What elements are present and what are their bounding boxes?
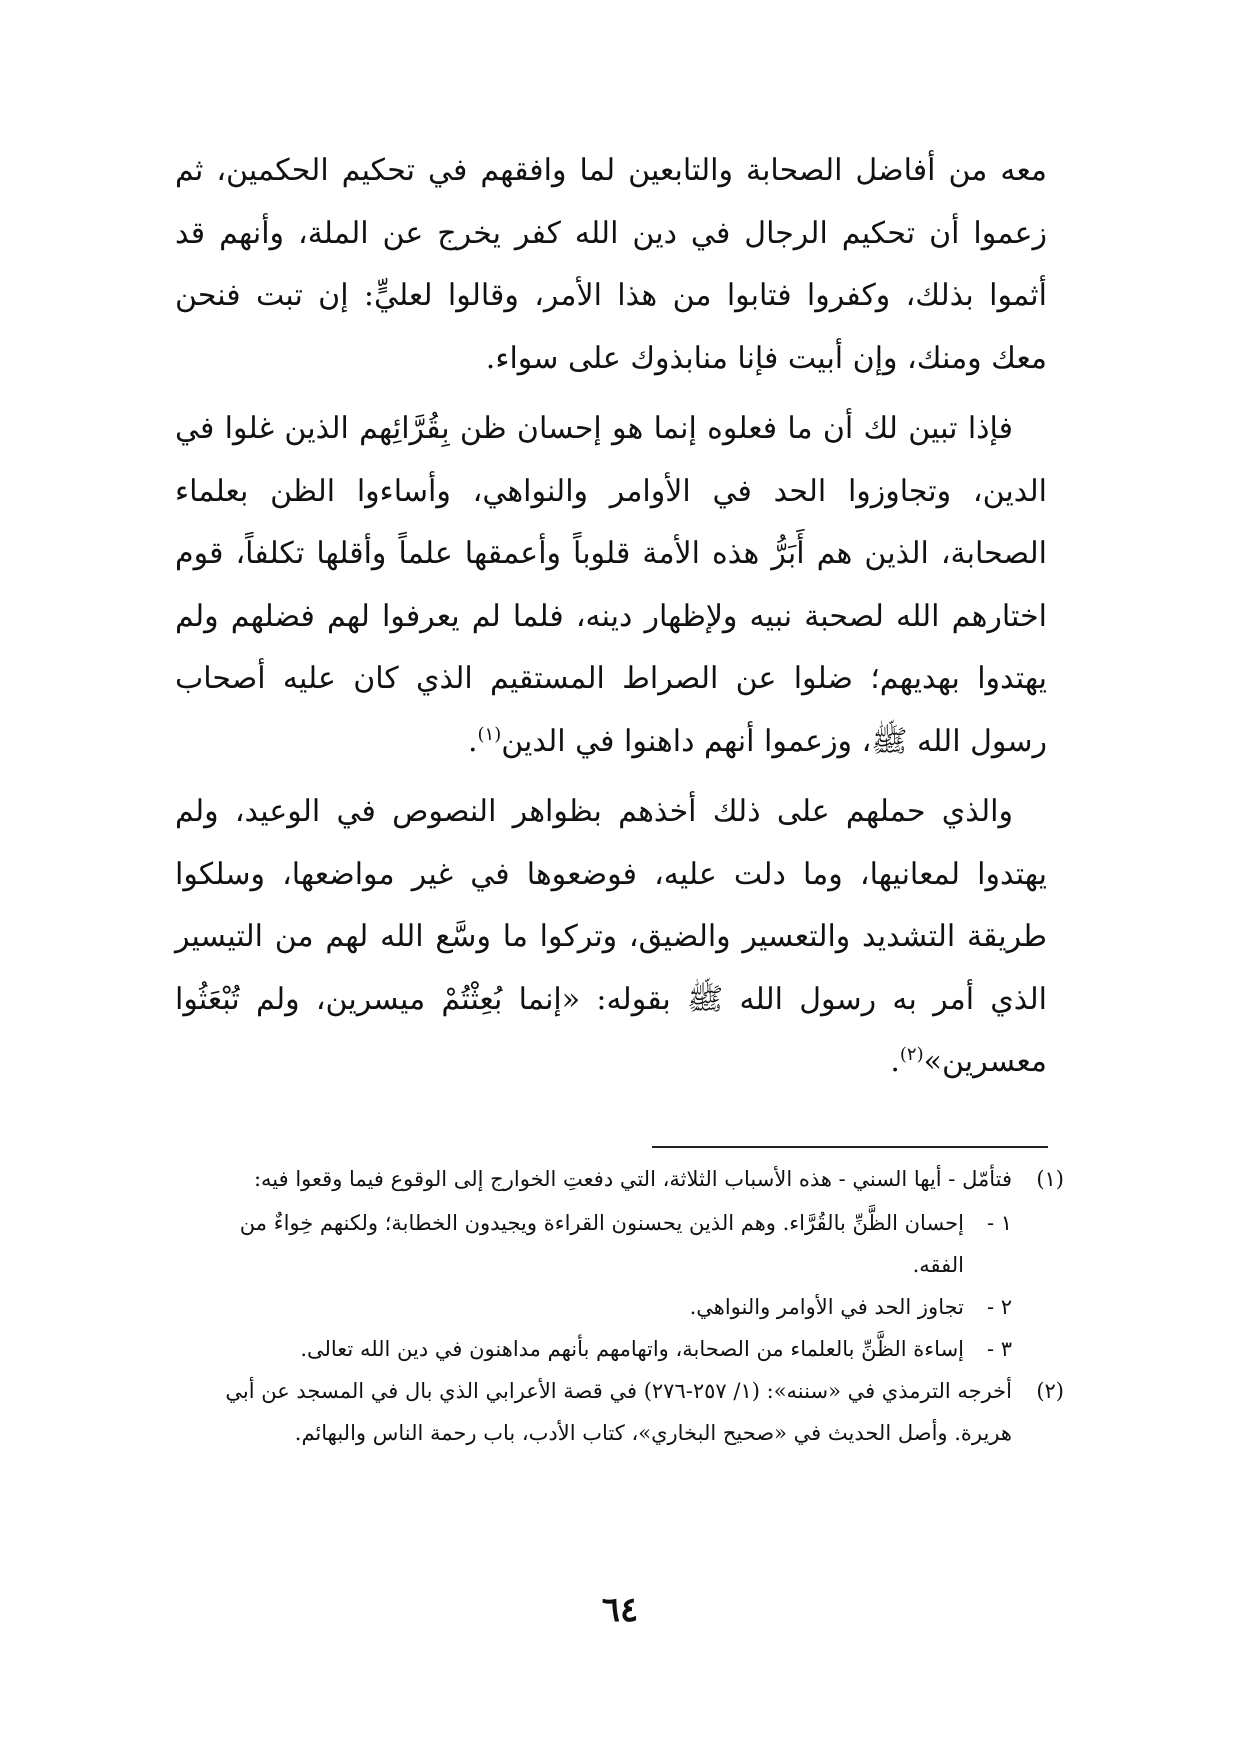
footnote-1-item-1-number: ١ - xyxy=(986,1211,1012,1235)
main-text xyxy=(175,140,1047,1094)
paragraph-1 xyxy=(175,140,1047,390)
footnote-2 xyxy=(192,1370,1064,1454)
paragraph-1-text: معه من أفاضل الصحابة والتابعين لما وافقهم في تحكيم الحكمين، ثم زعموا أن تحكيم الرجال في دين الله كفر يخرج عن الملة، وأنهم قد أثموا بذلك، وكفروا فتابوا من هذا الأمر، وقالوا لعليٍّ: إن تبت فنحن معك ومنك، وإن أبيت فإنا منابذوك على سواء. xyxy=(175,153,1047,376)
paragraph-2: فإذا تبين لك أن ما فعلوه إنما هو إحسان ظن بِقُرَّائِهم الذين غلوا في الدين، وتجاوزوا الحد في الأوامر والنواهي، وأساءوا الظن بعلماء الصحابة، الذين هم أَبَرُّ هذه الأمة قلوباً وأعمقها علماً وأقلها تكلفاً، قوم اختارهم الله لصحبة نبيه ولإظهار دينه، فلما لم يعرفوا لهم فضلهم ولم يهتدوا بهديهم؛ ضلوا عن الصراط المستقيم الذي كان عليه أصحاب رسول الله ﷺ، وزعموا أنهم داهنوا في الدين$^{(١)}$. xyxy=(175,411,1047,759)
footnote-1-item-2 xyxy=(192,1286,1012,1328)
footnote-1-number: (١) xyxy=(1036,1167,1064,1191)
footnote-1-item-2-number: ٢ - xyxy=(986,1295,1012,1319)
footnote-1-item-1 xyxy=(192,1202,1012,1286)
footnote-1-item-3-text: إساءة الظَّنِّ بالعلماء من الصحابة، واتهامهم بأنهم مداهنون في دين الله تعالى. xyxy=(300,1337,964,1361)
footnote-2-text: أخرجه الترمذي في «سننه»: (١/ ٢٥٧-٢٧٦) في قصة الأعرابي الذي بال في المسجد عن أبي هريرة. وأصل الحديث في «صحيح البخاري»، كتاب الأدب، باب رحمة الناس والبهائم. xyxy=(225,1379,1012,1445)
footnote-divider xyxy=(652,1146,1048,1148)
footnote-1 xyxy=(192,1158,1064,1200)
footnote-1-item-1-text: إحسان الظَّنِّ بالقُرَّاء. وهم الذين يحسنون القراءة ويجيدون الخطابة؛ ولكنهم خِواءٌ من الفقه. xyxy=(239,1211,964,1277)
paragraph-3: والذي حملهم على ذلك أخذهم بظواهر النصوص في الوعيد، ولم يهتدوا لمعانيها، وما دلت عليه، فوضعوها في غير مواضعها، وسلكوا طريقة التشديد والتعسير والضيق، وتركوا ما وسَّع الله لهم من التيسير الذي أمر به رسول الله ﷺ بقوله: «إنما بُعِثْتُمْ ميسرين، ولم تُبْعَثُوا معسرين»$^{(٢)}$. xyxy=(175,794,1047,1079)
footnote-1-item-3 xyxy=(192,1328,1012,1370)
footnote-1-item-3-number: ٣ - xyxy=(986,1337,1012,1361)
paragraph-3-text: والذي حملهم على ذلك أخذهم بظواهر النصوص في الوعيد، ولم يهتدوا لمعانيها، وما دلت عليه، فوضعوها في غير مواضعها، وسلكوا طريقة التشديد والتعسير والضيق، وتركوا ما وسَّع الله لهم من التيسير الذي أمر به رسول الله ﷺ بقوله: «إنما بُعِثْتُمْ ميسرين، ولم تُبْعَثُوا معسرين» xyxy=(175,794,1047,1079)
footnote-ref-2[interactable]: (٢) xyxy=(899,1044,924,1065)
footnote-1-text: فتأمّل - أيها السني - هذه الأسباب الثلاثة، التي دفعتِ الخوارج إلى الوقوع فيما وقعوا فيه: xyxy=(253,1167,1012,1191)
page-number: ٦٤ xyxy=(601,1590,639,1630)
footnotes xyxy=(192,1158,1064,1456)
footnote-ref-1[interactable]: (١) xyxy=(477,723,502,745)
footnote-1-item-2-text: تجاوز الحد في الأوامر والنواهي. xyxy=(689,1295,964,1319)
footnote-2-number: (٢) xyxy=(1036,1379,1064,1403)
paragraph-2-text: فإذا تبين لك أن ما فعلوه إنما هو إحسان ظن بِقُرَّائِهم الذين غلوا في الدين، وتجاوزوا الحد في الأوامر والنواهي، وأساءوا الظن بعلماء الصحابة، الذين هم أَبَرُّ هذه الأمة قلوباً وأعمقها علماً وأقلها تكلفاً، قوم اختارهم الله لصحبة نبيه ولإظهار دينه، فلما لم يعرفوا لهم فضلهم ولم يهتدوا بهديهم؛ ضلوا عن الصراط المستقيم الذي كان عليه أصحاب رسول الله ﷺ، وزعموا أنهم داهنوا في الدين xyxy=(175,411,1047,759)
